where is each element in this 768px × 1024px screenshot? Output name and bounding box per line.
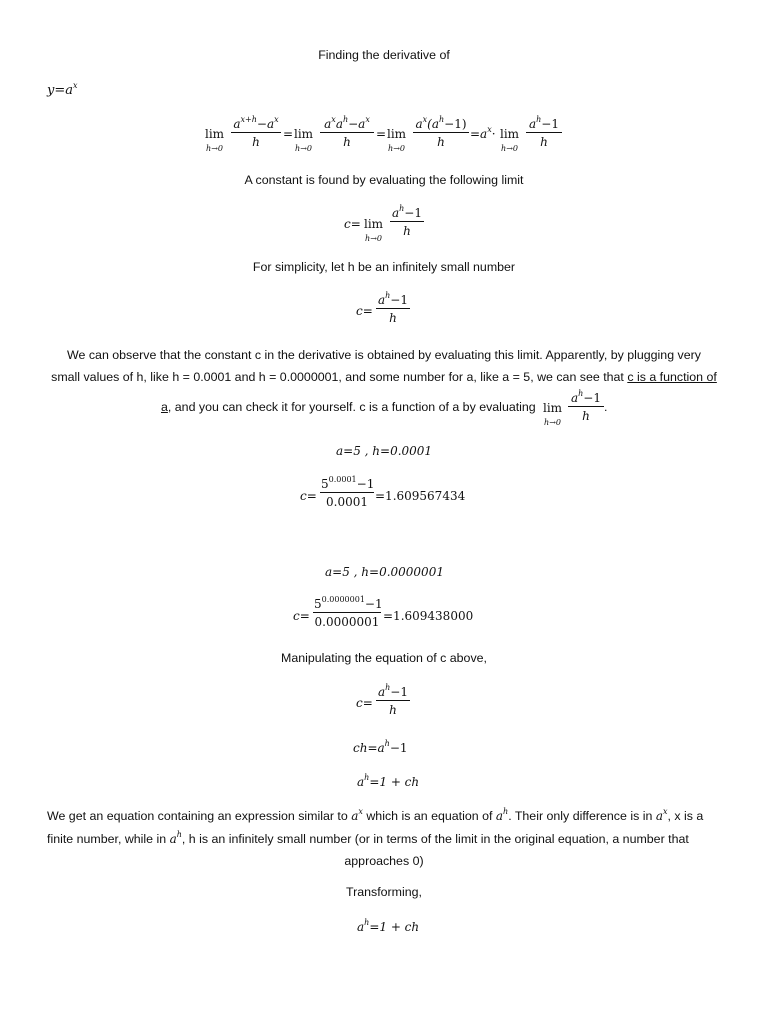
fraction-inline: $a^h-1$ h <box>568 392 604 422</box>
fraction-1: $a^{x+h}-a^x$ h <box>231 118 281 148</box>
paragraph-simplicity: For simplicity, let h be an infinitely small number <box>252 260 516 274</box>
lim-operator: lim h→0 <box>500 127 520 153</box>
paragraph-observe-line1: We can observe that the constant c in the derivative is obtained by evaluating this limit. Apparently, by plugging very <box>67 348 701 362</box>
paragraph-similar-line1: We get an equation containing an expression similar to $a^x$ which is an equation of $a^h$. Their only difference is in $a^x$, x is a <box>47 807 704 823</box>
paragraph-constant: A constant is found by evaluating the following limit <box>244 173 524 187</box>
equation-a-pow-h: $a^h=1$ + ch <box>357 773 420 789</box>
example2-condition: a=5 , h=0.0000001 <box>325 565 444 579</box>
lim-operator-inline: lim h→0 <box>543 401 563 427</box>
page-title: Finding the derivative of <box>318 48 450 62</box>
paragraph-observe-line3: a, and you can check it for yourself. c is a function of a by evaluating <box>161 400 536 414</box>
fraction-2: $a^xa^h-a^x$ h <box>320 118 374 148</box>
equation-a-pow-h-final: $a^h=1$ + ch <box>357 918 420 934</box>
lim-operator: lim h→0 <box>387 127 407 153</box>
equation-ch: $ch=a^h-1$ <box>353 739 408 755</box>
example1-condition: a=5 , h=0.0001 <box>336 444 433 458</box>
lim-operator: lim h→0 <box>294 127 314 153</box>
paragraph-observe-line2: small values of h, like h = 0.0001 and h = 0.0000001, and some number for a, like a = 5, we can see that c is a function of <box>51 370 717 384</box>
fraction-4: $a^h-1$ h <box>526 118 562 148</box>
paragraph-similar-line2: finite number, while in $a^h$, h is an infinitely small number (or in terms of the limit in the original equation, a number that <box>47 830 689 846</box>
paragraph-manipulating: Manipulating the equation of c above, <box>281 651 487 665</box>
fraction-3: $a^x(a^h-1)$ h <box>413 118 469 148</box>
paragraph-similar-line3: approaches 0) <box>344 854 424 868</box>
lim-operator: lim h→0 <box>205 127 225 153</box>
equation-y-equals-a-pow-x: $y=a^x$ <box>47 81 78 98</box>
paragraph-transforming: Transforming, <box>346 885 422 899</box>
